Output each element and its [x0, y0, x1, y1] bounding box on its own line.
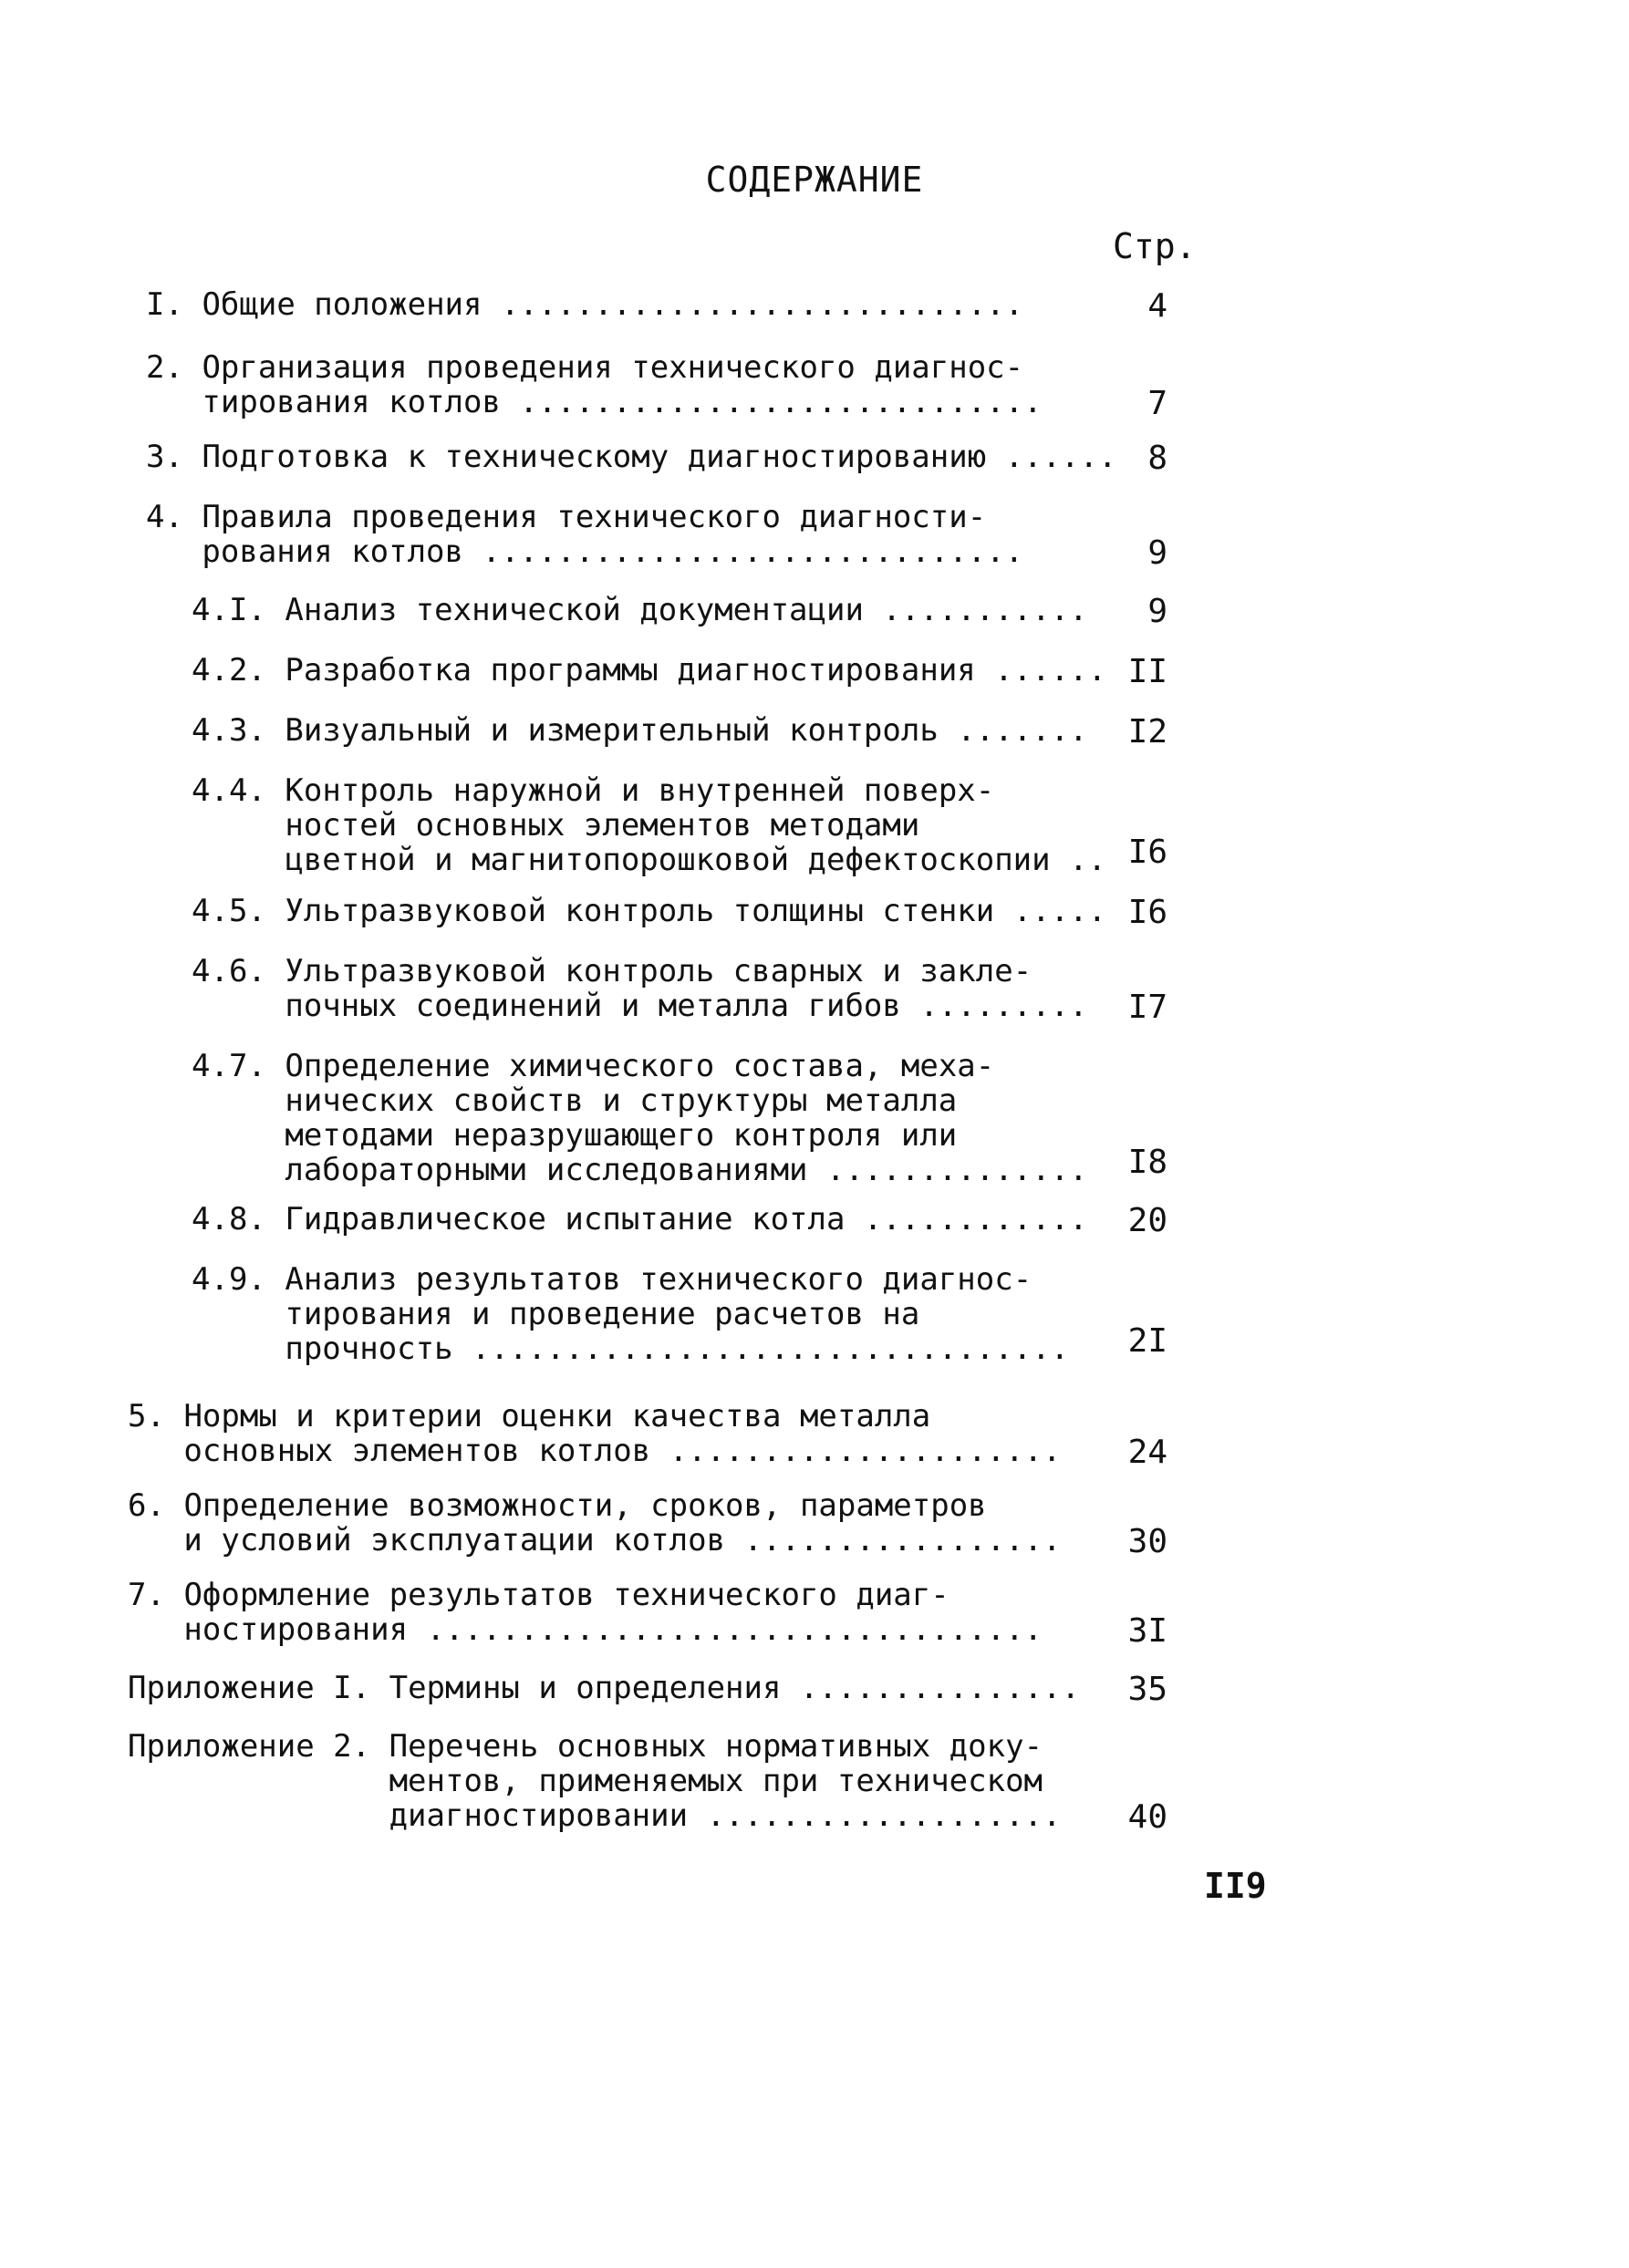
- toc-entry-number: Приложение I.: [128, 1670, 371, 1706]
- toc-entry-line: Определение химического состава, меха-: [285, 1048, 995, 1084]
- toc-entry-line: Оформление результатов технического диаг-: [183, 1577, 949, 1613]
- toc-entry-number: I.: [146, 286, 183, 323]
- page-title: СОДЕРЖАНИЕ: [705, 160, 924, 200]
- toc-page-number: I7: [1127, 989, 1167, 1026]
- toc-entry-line: Определение возможности, сроков, параметров: [183, 1487, 987, 1524]
- toc-entry-line: диагностировании ...................: [389, 1797, 1062, 1834]
- toc-entry-line: Общие положения ............................: [202, 286, 1024, 323]
- toc-page-number: I8: [1127, 1144, 1167, 1181]
- toc-entry-number: 4.8.: [192, 1201, 266, 1238]
- toc-entry-line: методами неразрушающего контроля или: [285, 1117, 958, 1154]
- toc-entry-line: и условий эксплуатации котлов .................: [183, 1522, 1062, 1559]
- toc-entry-line: ментов, применяемых при техническом: [389, 1763, 1043, 1799]
- toc-page-number: 24: [1127, 1434, 1167, 1471]
- toc-entry-line: лабораторными исследованиями ..............: [285, 1152, 1088, 1188]
- toc-page-number: I6: [1127, 834, 1167, 871]
- toc-entry-number: 4.9.: [192, 1261, 266, 1298]
- toc-entry: [128, 1729, 1062, 1833]
- toc-page-number: 30: [1127, 1523, 1167, 1560]
- toc-entry-number: 2.: [146, 349, 183, 386]
- toc-page-number: I6: [1127, 894, 1167, 931]
- toc-page-number: 20: [1127, 1202, 1167, 1239]
- toc-entry: [192, 713, 1088, 748]
- toc-page-number: 3I: [1127, 1612, 1167, 1650]
- toc-entry-line: Организация проведения технического диагнос-: [202, 349, 1024, 386]
- toc-entry-line: цветной и магнитопорошковой дефектоскопии ..: [285, 842, 1107, 878]
- toc-entry-number: 4.7.: [192, 1048, 266, 1084]
- toc-entry-line: Перечень основных нормативных доку-: [389, 1728, 1043, 1765]
- toc-entry-line: Термины и определения ...............: [389, 1670, 1080, 1706]
- toc-page-number: 4: [1147, 287, 1167, 325]
- toc-entry-number: 4.6.: [192, 953, 266, 989]
- toc-entry-line: Правила проведения технического диагности-: [202, 499, 987, 535]
- toc-entry: [128, 1488, 1062, 1558]
- toc-entry: [192, 653, 1106, 688]
- toc-page-number: I2: [1127, 713, 1167, 751]
- toc-entry: [192, 894, 1106, 928]
- toc-entry: [146, 350, 1043, 419]
- toc-entry-number: 4.3.: [192, 712, 266, 749]
- toc-entry: [192, 1202, 1088, 1237]
- toc-entry-line: Подготовка к техническому диагностированию ......: [202, 439, 1117, 475]
- page-column-header: Стр.: [1113, 226, 1197, 266]
- toc-entry: [128, 1671, 1080, 1705]
- toc-entry-line: рования котлов .............................: [202, 533, 1024, 570]
- toc-entry-number: 4.: [146, 499, 183, 535]
- toc-entry-number: 4.5.: [192, 893, 266, 929]
- toc-entry-number: 4.I.: [192, 592, 266, 628]
- toc-entry-number: Приложение 2.: [128, 1728, 371, 1765]
- toc-entry-line: Ультразвуковой контроль сварных и закле-: [285, 953, 1032, 989]
- toc-page-number: II: [1127, 653, 1167, 690]
- toc-entry: [146, 287, 1023, 322]
- toc-page-number: 40: [1127, 1798, 1167, 1836]
- toc-entry-line: ностей основных элементов методами: [285, 807, 920, 844]
- toc-entry: [192, 1049, 1088, 1187]
- toc-entry: [128, 1399, 1062, 1468]
- toc-page-number: 9: [1147, 534, 1167, 572]
- toc-entry-line: тирования котлов ............................: [202, 384, 1043, 420]
- toc-entry-line: основных элементов котлов .....................: [183, 1433, 1062, 1469]
- toc-entry-line: нических свойств и структуры металла: [285, 1082, 958, 1119]
- page-number: II9: [1204, 1866, 1267, 1906]
- toc-page-number: 7: [1147, 385, 1167, 422]
- toc-entry-line: Анализ результатов технического диагнос-: [285, 1261, 1032, 1298]
- toc-page-number: 2I: [1127, 1322, 1167, 1360]
- toc-entry: [192, 773, 1106, 877]
- toc-entry: [192, 954, 1088, 1023]
- toc-entry: [192, 593, 1088, 627]
- toc-entry-line: прочность ................................: [285, 1331, 1070, 1367]
- toc-entry-line: Контроль наружной и внутренней поверх-: [285, 772, 995, 809]
- toc-entry-line: Визуальный и измерительный контроль .......: [285, 712, 1088, 749]
- toc-entry-number: 3.: [146, 439, 183, 475]
- toc-entry-line: Нормы и критерии оценки качества металла: [183, 1398, 931, 1434]
- toc-entry-number: 4.4.: [192, 772, 266, 809]
- toc-entry-line: ностирования .................................: [183, 1611, 1043, 1648]
- toc-entry-line: почных соединений и металла гибов .........: [285, 988, 1088, 1024]
- toc-entry-line: Ультразвуковой контроль толщины стенки .....: [285, 893, 1107, 929]
- toc-page-number: 9: [1147, 593, 1167, 630]
- toc-entry: [146, 440, 1116, 474]
- toc-entry: [128, 1578, 1043, 1647]
- toc-entry-number: 4.2.: [192, 652, 266, 689]
- toc-entry: [146, 500, 1023, 569]
- toc-entry-number: 7.: [128, 1577, 165, 1613]
- toc-page-number: 8: [1147, 440, 1167, 477]
- toc-entry-line: Гидравлическое испытание котла ............: [285, 1201, 1088, 1238]
- toc-entry: [192, 1262, 1069, 1366]
- toc-entry-line: тирования и проведение расчетов на: [285, 1296, 920, 1332]
- toc-entry-line: Разработка программы диагностирования ......: [285, 652, 1107, 689]
- toc-entry-line: Анализ технической документации ...........: [285, 592, 1088, 628]
- toc-entry-number: 5.: [128, 1398, 165, 1434]
- toc-page-number: 35: [1127, 1671, 1167, 1708]
- toc-entry-number: 6.: [128, 1487, 165, 1524]
